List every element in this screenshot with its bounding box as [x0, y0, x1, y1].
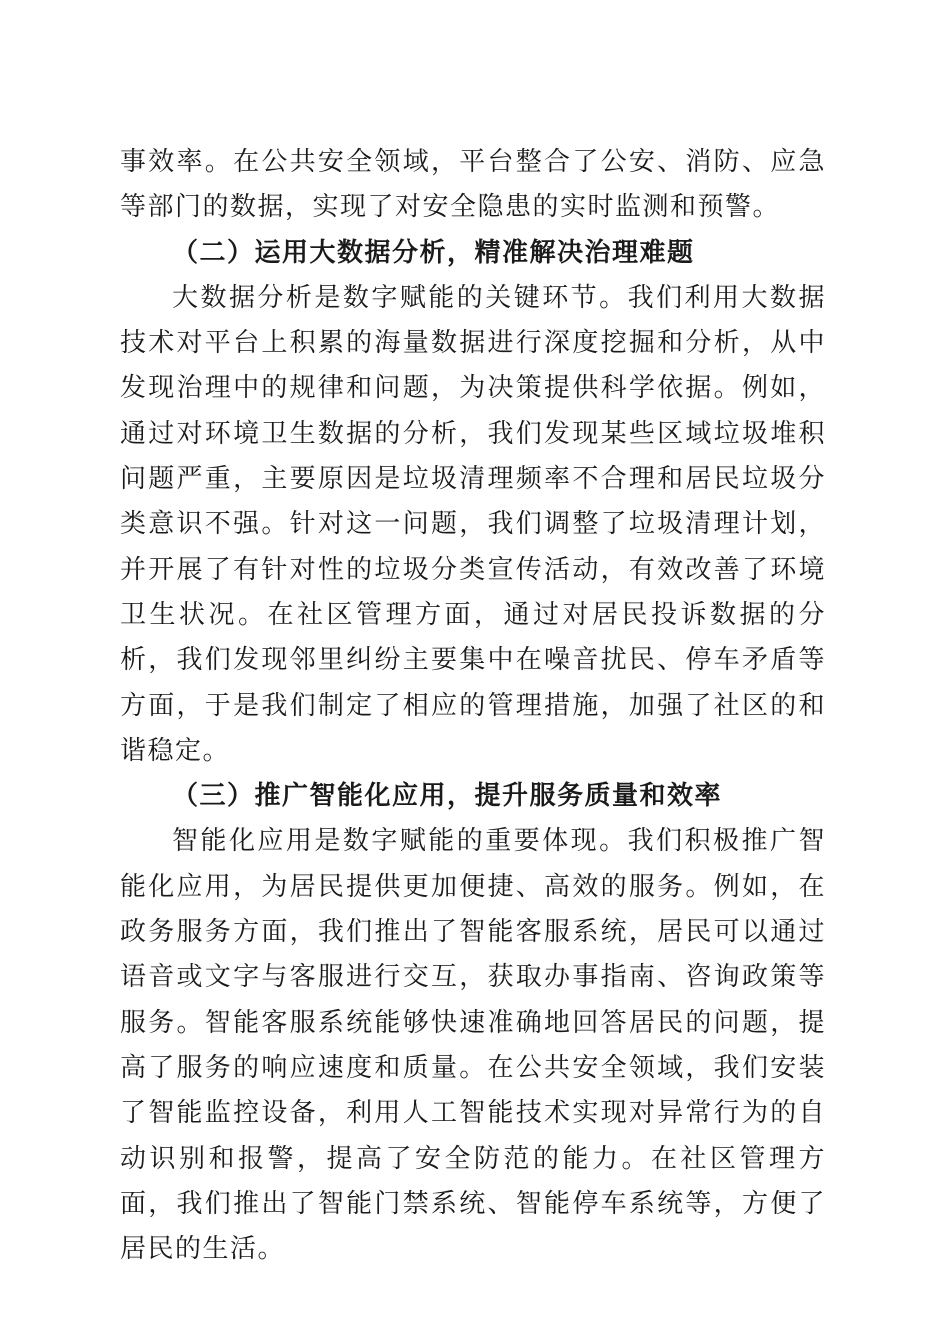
paragraph-continuation: 事效率。在公共安全领域，平台整合了公安、消防、应急等部门的数据，实现了对安全隐患的实时监测和预警。	[120, 147, 826, 223]
document-body	[120, 140, 826, 1272]
section-heading-3: （三）推广智能化应用，提升服务质量和效率	[172, 781, 723, 812]
section-heading-2: （二）运用大数据分析，精准解决治理难题	[172, 237, 695, 268]
paragraph-big-data: 大数据分析是数字赋能的关键环节。我们利用大数据技术对平台上积累的海量数据进行深度挖掘和分析，从中发现治理中的规律和问题，为决策提供科学依据。例如，通过对环境卫生数据的分析，我们发现某些区域垃圾堆积问题严重，主要原因是垃圾清理频率不合理和居民垃圾分类意识不强。针对这一问题，我们调整了垃圾清理计划，并开展了有针对性的垃圾分类宣传活动，有效改善了环境卫生状况。在社区管理方面，通过对居民投诉数据的分析，我们发现邻里纠纷主要集中在噪音扰民、停车矛盾等方面，于是我们制定了相应的管理措施，加强了社区的和谐稳定。	[120, 282, 826, 766]
paragraph-smart-apps: 智能化应用是数字赋能的重要体现。我们积极推广智能化应用，为居民提供更加便捷、高效的服务。例如，在政务服务方面，我们推出了智能客服系统，居民可以通过语音或文字与客服进行交互，获取办事指南、咨询政策等服务。智能客服系统能够快速准确地回答居民的问题，提高了服务的响应速度和质量。在公共安全领域，我们安装了智能监控设备，利用人工智能技术实现对异常行为的自动识别和报警，提高了安全防范的能力。在社区管理方面，我们推出了智能门禁系统、智能停车系统等，方便了居民的生活。	[120, 826, 826, 1265]
